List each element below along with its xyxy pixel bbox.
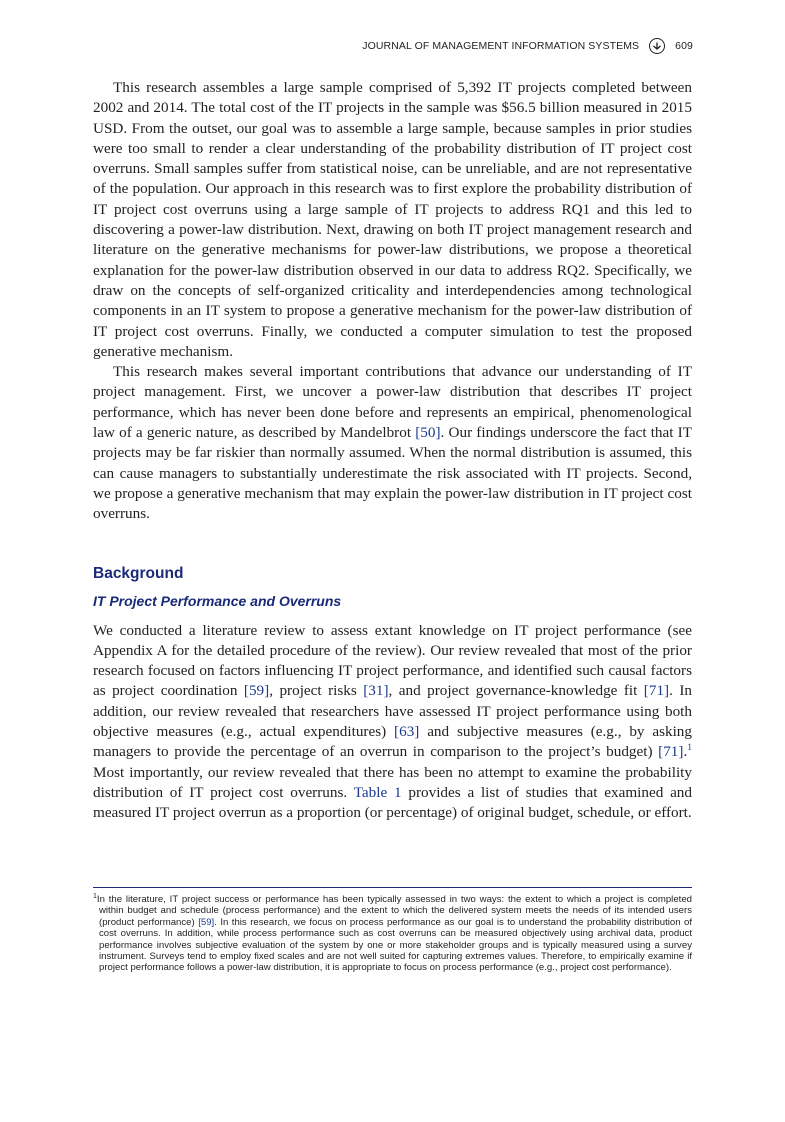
citation-link[interactable]: [59]	[243, 682, 270, 700]
running-header	[362, 38, 693, 54]
citation-link[interactable]: [31]	[363, 682, 389, 700]
footnote: $^1$In the literature, IT project success or performance has been typically assessed in two ways: the extent to which a project is completed within budget and schedule (process performance) and the extent to which the delivered system meets the needs of its intended users (product performance) [59]. In this research, we focus on process performance as our goal is to understand the probability distribution of cost overruns. In addition, while process performance such as cost overruns can be measured objectively using archival data, product performance involves subjective evaluation of the system by one or more stakeholder groups and is typically measured using a survey instrument. Surveys tend to employ fixed scales and are not well suited for capturing extremes values. Therefore, to empirically examine if project performance follows a power-law distribution, it is appropriate to focus on process performance (e.g., project cost performance).	[93, 892, 693, 974]
table-link[interactable]: Table 1	[353, 783, 402, 801]
citation-link[interactable]: [63]	[394, 723, 420, 741]
footnote-divider	[93, 887, 692, 888]
subsection-heading: IT Project Performance and Overruns	[93, 592, 342, 609]
citation-link[interactable]: [59]	[198, 916, 215, 928]
journal-title: JOURNAL OF MANAGEMENT INFORMATION SYSTEMS	[362, 40, 640, 52]
footnote-number: 1	[93, 892, 97, 900]
paragraph-3: We conducted a literature review to assess extant knowledge on IT project performance (see Appendix A for the detailed procedure of the review). Our review revealed that most of the prior research focused on factors influencing IT project performance, and identified such causal factors as project coordination [59], project risks [31], and project governance-knowledge fit [71]. In addition, our review revealed that researchers have assessed IT project performance using both objective measures (e.g., actual expenditures) [63] and subjective measures (e.g., by asking managers to provide the percentage of an overrun in comparison to the project’s budget) [71].$^1$ Most importantly, our review revealed that there has been no attempt to examine the probability distribution of IT project cost overruns. Table 1 provides a list of studies that examined and measured IT project overrun as a proportion (or percentage) of original budget, schedule, or effort.	[93, 621, 692, 822]
page-number: 609	[675, 40, 693, 52]
main-text	[93, 78, 692, 824]
citation-link[interactable]: [71]	[643, 682, 670, 700]
section-heading: Background	[93, 564, 184, 582]
citation-link[interactable]: [50]	[415, 424, 441, 442]
paragraph-1: This research assembles a large sample comprised of 5,392 IT projects completed between 2002 and 2014. The total cost of the IT projects in the sample was $56.5 billion measured in 2015 USD. From the outset, our goal was to assemble a large sample, because samples in prior studies were too small to render a clear understanding of the probability distribution of IT project cost overruns. Small samples suffer from statistical noise, can be unreliable, and are not representative of the population. Our approach in this research was to first explore the probability distribution of IT project cost overruns using a large sample of IT projects to address RQ1 and this led to discovering a power-law distribution. Next, drawing on both IT project management research and literature on the generative mechanisms for power-law distributions, we propose a theoretical explanation for the power-law distribution observed in our data to address RQ2. Specifically, we draw on the concepts of self-organized criticality and interdependencies among technological components in an IT system to propose a generative mechanism for the power-law distribution of IT project cost overruns. Finally, we conducted a computer simulation to test the proposed generative mechanism.	[93, 79, 692, 360]
footnote-marker[interactable]: 1	[687, 743, 692, 754]
paragraph-2: This research makes several important contributions that advance our understanding of IT project management. First, we uncover a power-law distribution that describes IT project performance, which has never been done before and represents an empirical, phenomenological law of a generic nature, as described by Mandelbrot [50]. Our findings underscore the fact that IT projects may be far riskier than normally assumed. When the normal distribution is assumed, this can cause managers to substantially underestimate the risk associated with IT projects. Second, we propose a generative mechanism that may explain the power-law distribution in IT project cost overruns.	[93, 363, 692, 523]
citation-link[interactable]: [71]	[658, 743, 684, 761]
journal-logo-icon	[649, 38, 665, 54]
